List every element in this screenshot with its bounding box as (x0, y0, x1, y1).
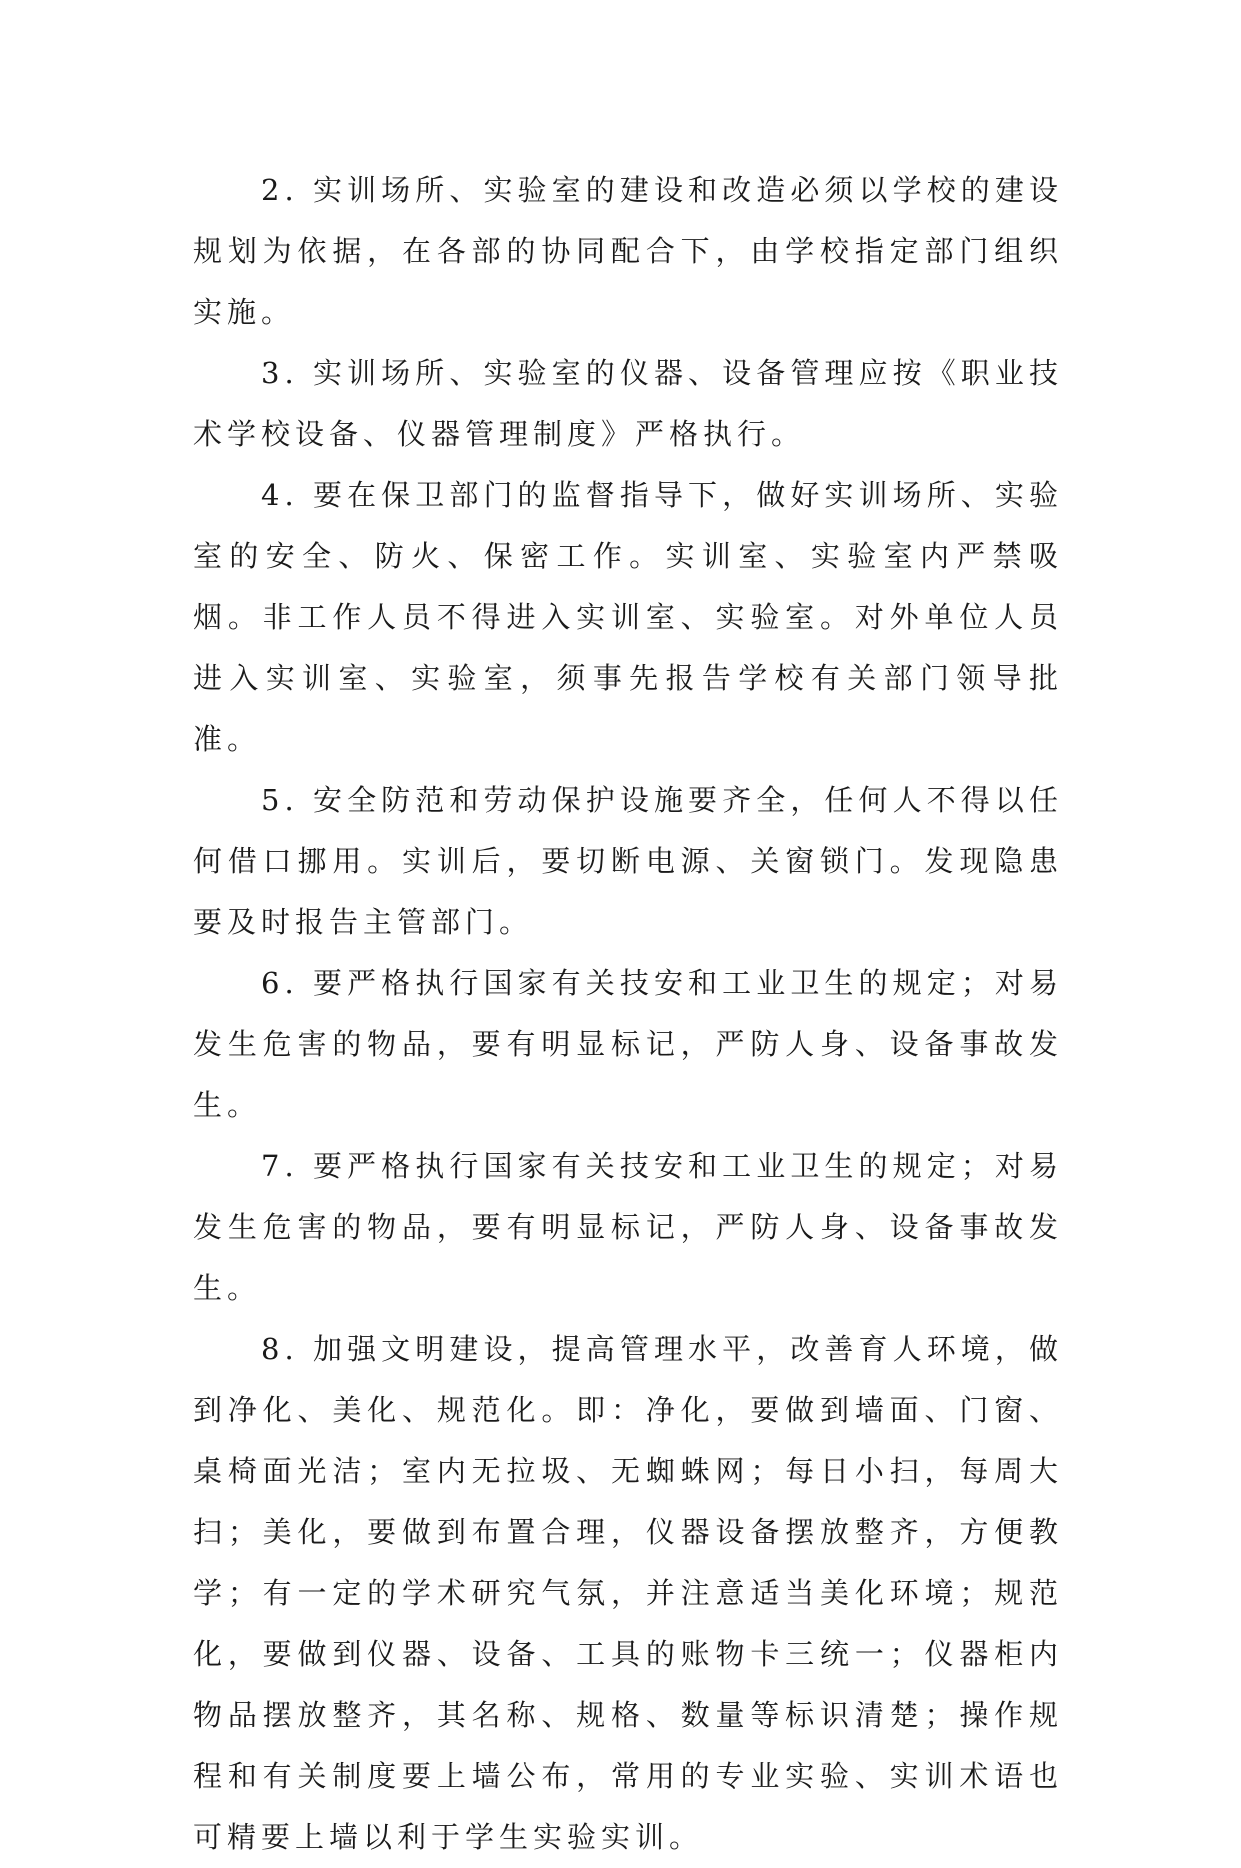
paragraph-item-3: 3. 实训场所、实验室的仪器、设备管理应按《职业技术学校设备、仪器管理制度》严格执行。 (193, 356, 1063, 451)
document-body (193, 160, 1063, 1868)
paragraph-item-5: 5. 安全防范和劳动保护设施要齐全，任何人不得以任何借口挪用。实训后，要切断电源、关窗锁门。发现隐患要及时报告主管部门。 (193, 783, 1063, 939)
paragraph-item-8: 8. 加强文明建设，提高管理水平，改善育人环境，做到净化、美化、规范化。即：净化，要做到墙面、门窗、桌椅面光洁；室内无拉圾、无蜘蛛网；每日小扫，每周大扫；美化，要做到布置合理，仪器设备摆放整齐，方便教学；有一定的学术研究气氛，并注意适当美化环境；规范化，要做到仪器、设备、工具的账物卡三统一；仪器柜内物品摆放整齐，其名称、规格、数量等标识清楚；操作规程和有关制度要上墙公布，常用的专业实验、实训术语也可精要上墙以利于学生实验实训。 (193, 1332, 1063, 1854)
paragraph-item-2: 2. 实训场所、实验室的建设和改造必须以学校的建设规划为依据，在各部的协同配合下，由学校指定部门组织实施。 (193, 173, 1063, 329)
paragraph-item-7: 7. 要严格执行国家有关技安和工业卫生的规定；对易发生危害的物品，要有明显标记，严防人身、设备事故发生。 (193, 1149, 1063, 1305)
paragraph-item-6: 6. 要严格执行国家有关技安和工业卫生的规定；对易发生危害的物品，要有明显标记，严防人身、设备事故发生。 (193, 966, 1063, 1122)
paragraph-item-4: 4. 要在保卫部门的监督指导下，做好实训场所、实验室的安全、防火、保密工作。实训室、实验室内严禁吸烟。非工作人员不得进入实训室、实验室。对外单位人员进入实训室、实验室，须事先报告学校有关部门领导批准。 (193, 478, 1063, 756)
